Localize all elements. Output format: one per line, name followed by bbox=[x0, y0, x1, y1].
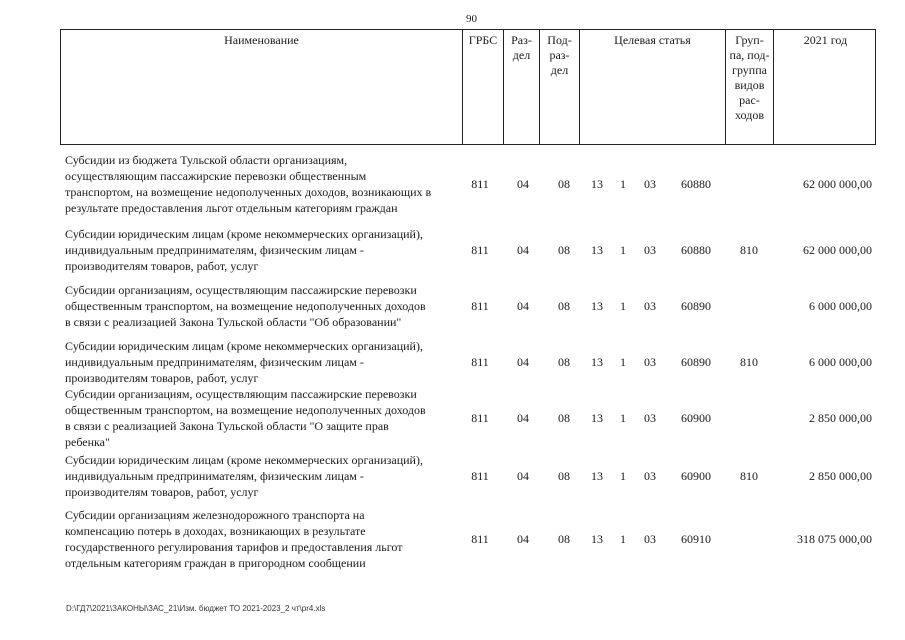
row-section: 04 bbox=[517, 177, 529, 191]
row-section: 04 bbox=[517, 469, 529, 483]
row-subsection: 08 bbox=[558, 411, 570, 425]
row-group: 810 bbox=[740, 243, 758, 257]
row-group: 810 bbox=[740, 469, 758, 483]
row-subsection: 08 bbox=[558, 469, 570, 483]
row-subsection: 08 bbox=[558, 299, 570, 313]
row-t1: 13 bbox=[591, 411, 603, 425]
row-grbs: 811 bbox=[471, 469, 489, 483]
header-subsection: Под- раз- дел bbox=[539, 30, 579, 144]
row-t4: 60890 bbox=[681, 355, 711, 369]
table-row bbox=[0, 507, 905, 571]
row-t2: 1 bbox=[620, 411, 626, 425]
row-t1: 13 bbox=[591, 243, 603, 257]
row-t4: 60890 bbox=[681, 299, 711, 313]
row-t4: 60880 bbox=[681, 243, 711, 257]
row-group: 810 bbox=[740, 355, 758, 369]
header-section: Раз- дел bbox=[503, 30, 539, 144]
row-name: Субсидии организациям, осуществляющим пассажирские перевозки общественным транспортом, на возмещение недополученных доходов в связи с реализацией Закона Тульской области "Об образовании" bbox=[65, 283, 426, 329]
row-t3: 03 bbox=[644, 469, 656, 483]
row-t4: 60880 bbox=[681, 177, 711, 191]
row-t2: 1 bbox=[620, 532, 626, 546]
row-t3: 03 bbox=[644, 355, 656, 369]
row-t4: 60910 bbox=[681, 532, 711, 546]
row-amount: 2 850 000,00 bbox=[809, 411, 872, 425]
row-t1: 13 bbox=[591, 532, 603, 546]
row-amount: 318 075 000,00 bbox=[797, 532, 872, 546]
row-name: Субсидии юридическим лицам (кроме некоммерческих организаций), индивидуальным предпринимателям, физическим лицам - производителям товаров, работ, услуг bbox=[65, 227, 423, 273]
row-amount: 62 000 000,00 bbox=[803, 243, 872, 257]
row-section: 04 bbox=[517, 411, 529, 425]
row-grbs: 811 bbox=[471, 532, 489, 546]
row-amount: 2 850 000,00 bbox=[809, 469, 872, 483]
row-name: Субсидии организациям железнодорожного транспорта на компенсацию потерь в доходах, возникающих в результате государственного регулирования тарифов и предоставления льгот отдельным категориям граждан в пригородном сообщении bbox=[65, 508, 403, 570]
row-name: Субсидии юридическим лицам (кроме некоммерческих организаций), индивидуальным предпринимателям, физическим лицам - производителям товаров, работ, услуг bbox=[65, 339, 423, 385]
row-t2: 1 bbox=[620, 243, 626, 257]
row-t2: 1 bbox=[620, 177, 626, 191]
row-subsection: 08 bbox=[558, 243, 570, 257]
row-subsection: 08 bbox=[558, 177, 570, 191]
row-t2: 1 bbox=[620, 299, 626, 313]
row-grbs: 811 bbox=[471, 299, 489, 313]
table-row bbox=[0, 452, 905, 500]
row-t3: 03 bbox=[644, 411, 656, 425]
row-t2: 1 bbox=[620, 469, 626, 483]
table-row bbox=[0, 152, 905, 216]
row-amount: 62 000 000,00 bbox=[803, 177, 872, 191]
row-grbs: 811 bbox=[471, 411, 489, 425]
row-section: 04 bbox=[517, 299, 529, 313]
row-amount: 6 000 000,00 bbox=[809, 299, 872, 313]
row-grbs: 811 bbox=[471, 243, 489, 257]
file-path-footer: D:\ГД7\2021\ЗАКОНЫ\ЗАС_21\Изм. бюджет ТО 2021-2023_2 чт\pr4.xls bbox=[66, 604, 326, 613]
row-name: Субсидии организациям, осуществляющим пассажирские перевозки общественным транспортом, на возмещение недополученных доходов в связи с реализацией Закона Тульской области "О защите прав ребенка" bbox=[65, 387, 426, 449]
header-year: 2021 год bbox=[773, 30, 877, 144]
row-t4: 60900 bbox=[681, 469, 711, 483]
row-amount: 6 000 000,00 bbox=[809, 355, 872, 369]
row-t4: 60900 bbox=[681, 411, 711, 425]
table-row bbox=[0, 386, 905, 450]
header-group: Груп- па, под- группа видов рас- ходов bbox=[725, 30, 773, 144]
row-t2: 1 bbox=[620, 355, 626, 369]
row-t3: 03 bbox=[644, 243, 656, 257]
header-target: Целевая статья bbox=[579, 30, 725, 144]
row-t1: 13 bbox=[591, 355, 603, 369]
row-t3: 03 bbox=[644, 532, 656, 546]
header-grbs: ГРБС bbox=[462, 30, 503, 144]
row-subsection: 08 bbox=[558, 355, 570, 369]
table-row bbox=[0, 338, 905, 386]
row-t1: 13 bbox=[591, 469, 603, 483]
row-t3: 03 bbox=[644, 299, 656, 313]
row-section: 04 bbox=[517, 355, 529, 369]
row-grbs: 811 bbox=[471, 177, 489, 191]
table-header bbox=[60, 29, 876, 145]
row-section: 04 bbox=[517, 532, 529, 546]
row-t3: 03 bbox=[644, 177, 656, 191]
header-name: Наименование bbox=[224, 33, 299, 47]
row-subsection: 08 bbox=[558, 532, 570, 546]
row-section: 04 bbox=[517, 243, 529, 257]
table-row bbox=[0, 282, 905, 330]
row-grbs: 811 bbox=[471, 355, 489, 369]
page-number: 90 bbox=[466, 13, 477, 25]
table-row bbox=[0, 226, 905, 274]
row-name: Субсидии из бюджета Тульской области организациям, осуществляющим пассажирские перевозки общественным транспортом, на возмещение недополученных доходов, возникающих в результате предоставления льгот отдельным категориям граждан bbox=[65, 153, 432, 215]
row-t1: 13 bbox=[591, 299, 603, 313]
row-t1: 13 bbox=[591, 177, 603, 191]
row-name: Субсидии юридическим лицам (кроме некоммерческих организаций), индивидуальным предпринимателям, физическим лицам - производителям товаров, работ, услуг bbox=[65, 453, 423, 499]
